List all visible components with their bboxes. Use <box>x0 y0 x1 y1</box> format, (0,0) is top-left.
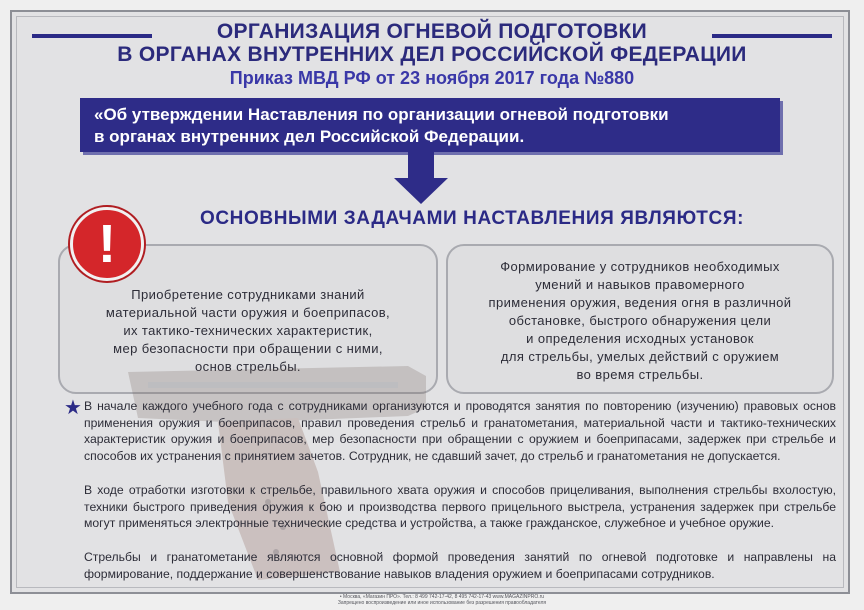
task-line: основ стрельбы. <box>195 359 301 374</box>
task-line: материальной части оружия и боеприпасов, <box>105 305 391 320</box>
task-box-knowledge-text <box>74 286 422 376</box>
order-banner-line2: в органах внутренних дел Российской Федерации. <box>94 127 525 146</box>
exclamation-alert-icon: ! <box>70 207 144 281</box>
task-line: Формирование у сотрудников необходимых <box>500 259 780 274</box>
task-line: во время стрельбы. <box>576 367 704 382</box>
task-line: и определения исходных установок <box>526 331 754 346</box>
paragraph-dry-fire-practice: В ходе отработки изготовки к стрельбе, правильного хвата оружия и способов прицеливания, выполнения стрельбы вхолостую, техники быстрого приведения оружия к бою и производства первого прицельного выстрела, устранения задержек при стрельбе могут применяться электронные технические средства и устройства, а также гражданское, служебное и учебное оружие. <box>84 483 836 530</box>
paragraph-annual-training: В начале каждого учебного года с сотрудниками организуются и проводятся занятия по повторению (изучению) правовых основ применения оружия и боеприпасов, правил проведения стрельб и гранатометания, материальной части и тактико-технических характеристик оружия и боеприпасов, мер безопасности при обращении с оружием и боеприпасами, задержек при стрельбе и способов их устранения с принятием зачетов. Сотрудник, не сдавший зачет, до стрельб и гранатометания не допускается. <box>84 399 836 463</box>
publisher-footer-line2: Запрещено воспроизведение или иное использование без разрешения правообладателя <box>337 600 547 606</box>
paragraph-shooting-form: Стрельбы и гранатометание являются основной формой проведения занятий по огневой подготовке и направлены на формирование, поддержание и совершенствование навыков владения оружием и боеприпасами сотрудников. <box>84 550 836 581</box>
task-line: их тактико-технических характеристик, <box>123 323 373 338</box>
task-line: Приобретение сотрудниками знаний <box>131 287 365 302</box>
task-line: для стрельбы, умелых действий с оружием <box>500 349 780 364</box>
task-box-skills <box>446 244 834 394</box>
task-box-skills-text <box>464 258 816 384</box>
task-line: применения оружия, ведения огня в различной <box>488 295 792 310</box>
publisher-footer <box>262 594 622 606</box>
task-line: умений и навыков правомерного <box>535 277 745 292</box>
order-banner-text <box>94 104 770 148</box>
publisher-footer-line1: • Москва, «Магазин ПРО». Тел.: 8 499 742-17-42, 8 495 742-17-43 www.MAGAZINPRO.ru <box>339 594 545 600</box>
task-line: мер безопасности при обращении с ними, <box>113 341 383 356</box>
down-arrow-icon <box>394 178 448 204</box>
order-banner-line1: «Об утверждении Наставления по организации огневой подготовки <box>94 105 669 124</box>
star-icon: ★ <box>64 397 82 419</box>
order-banner <box>80 98 780 152</box>
down-arrow-stem <box>408 152 434 180</box>
order-reference: Приказ МВД РФ от 23 ноября 2017 года №880 <box>229 68 635 88</box>
poster-title-line1: ОРГАНИЗАЦИЯ ОГНЕВОЙ ПОДГОТОВКИ <box>216 20 648 43</box>
poster <box>10 10 850 606</box>
task-line: обстановке, быстрого обнаружения цели <box>508 313 772 328</box>
tasks-heading: ОСНОВНЫМИ ЗАДАЧАМИ НАСТАВЛЕНИЯ ЯВЛЯЮТСЯ: <box>199 208 744 229</box>
poster-title-line2: В ОРГАНАХ ВНУТРЕННИХ ДЕЛ РОССИЙСКОЙ ФЕДЕРАЦИИ <box>117 43 747 66</box>
